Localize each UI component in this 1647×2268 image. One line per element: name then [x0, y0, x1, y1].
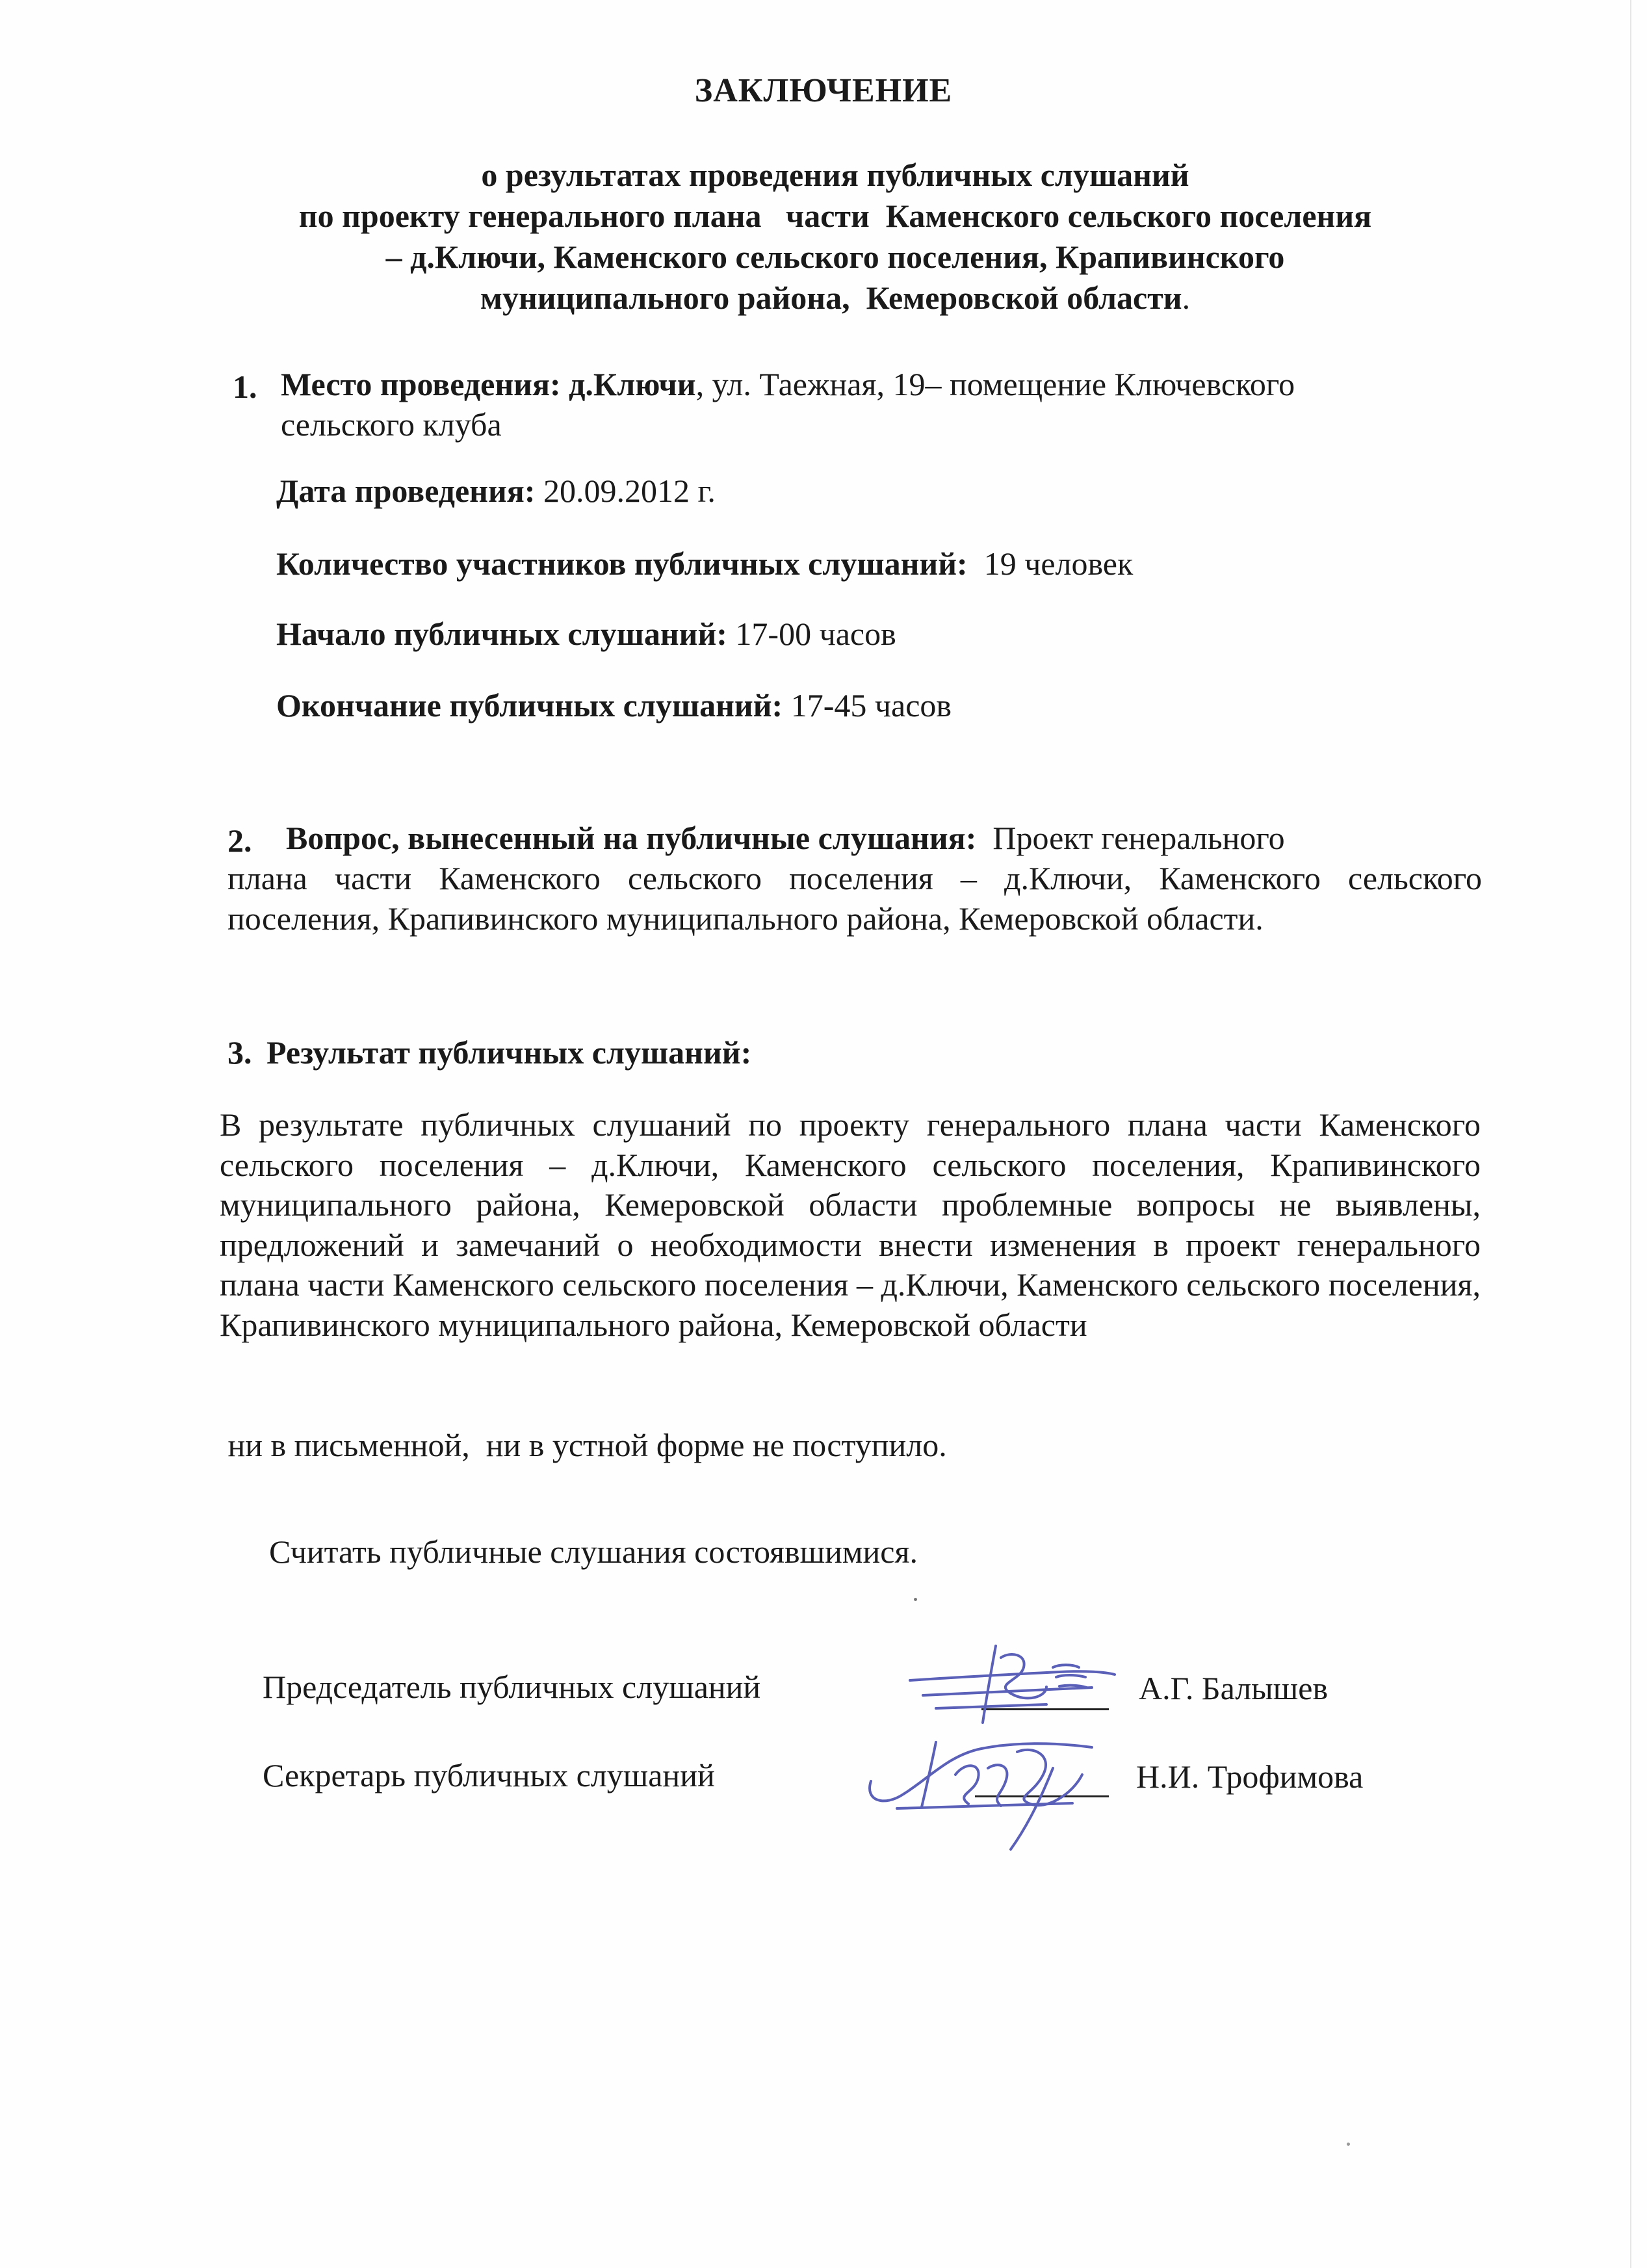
participants-count: [276, 543, 1133, 584]
section-3-label: Результат публичных слушаний:: [266, 1034, 752, 1071]
chair-role: Председатель публичных слушаний: [263, 1669, 761, 1705]
section-3-number: 3.: [227, 1034, 252, 1071]
start-value: 17-00 часов: [727, 616, 896, 652]
hearing-date: [276, 471, 716, 511]
date-value: 20.09.2012 г.: [535, 473, 716, 509]
subtitle-line: о результатах проведения публичных слушаний: [481, 157, 1189, 193]
section-2-number: 2.: [227, 822, 252, 859]
section-1-place-cont: сельского клуба: [281, 406, 502, 443]
place-value: , ул. Таежная, 19– помещение Ключевского: [695, 366, 1295, 402]
scan-edge: [1630, 0, 1631, 2268]
hearing-start: [276, 614, 896, 654]
hearing-end: [276, 685, 952, 725]
secretary-role: Секретарь публичных слушаний: [263, 1757, 715, 1793]
section-2-text: Проект генерального: [992, 820, 1285, 856]
secretary-signature: [858, 1716, 1131, 1859]
start-label: Начало публичных слушаний:: [276, 616, 727, 652]
participants-value: 19 человек: [967, 545, 1134, 582]
section-3-paragraph: В результате публичных слушаний по проекту генерального плана части Каменского сельского поселения – д.Ключи, Каменского сельского поселения, Крапивинского муниципального района, Кемеровской области проблемные вопросы не выявлены, предложений и замечаний о необходимости внести изменения в проект генерального плана части Каменского сельского поселения – д.Ключи, Каменского сельского поселения, Крапивинского муниципального района, Кемеровской области: [220, 1106, 1481, 1343]
document-title: ЗАКЛЮЧЕНИЕ: [694, 72, 953, 109]
date-label: Дата проведения:: [276, 473, 536, 509]
scan-speck: [914, 1598, 917, 1601]
chair-name: А.Г. Балышев: [1139, 1670, 1329, 1706]
end-label: Окончание публичных слушаний:: [276, 687, 783, 723]
section-1-number: 1.: [233, 369, 257, 405]
participants-label: Количество участников публичных слушаний:: [276, 545, 968, 582]
scan-speck: [1347, 2143, 1350, 2146]
subtitle-line-tail: .: [1182, 280, 1191, 316]
section-3-last-line: ни в письменной, ни в устной форме не поступило.: [220, 1427, 947, 1463]
section-1-place: [281, 364, 1493, 404]
secretary-name: Н.И. Трофимова: [1136, 1758, 1364, 1795]
end-value: 17-45 часов: [783, 687, 952, 723]
subtitle-line-bold: муниципального района, Кемеровской области: [480, 280, 1182, 316]
subtitle-line: по проекту генерального плана части Каменского сельского поселения: [298, 198, 1372, 234]
document-subtitle: [208, 155, 1462, 319]
chair-signature: [897, 1632, 1131, 1729]
section-2-first-line: [286, 818, 1482, 858]
section-2-label: Вопрос, вынесенный на публичные слушания:: [286, 820, 977, 856]
subtitle-line: – д.Ключи, Каменского сельского поселения, Крапивинского: [385, 239, 1285, 275]
place-label: Место проведения: д.Ключи: [281, 366, 696, 402]
section-2-text-cont: плана части Каменского сельского поселения – д.Ключи, Каменского сельского поселения, Крапивинского муниципального района, Кемеровской области.: [227, 860, 1482, 937]
subtitle-line: [208, 278, 1462, 319]
conclusion-text: Считать публичные слушания состоявшимися.: [269, 1533, 918, 1570]
